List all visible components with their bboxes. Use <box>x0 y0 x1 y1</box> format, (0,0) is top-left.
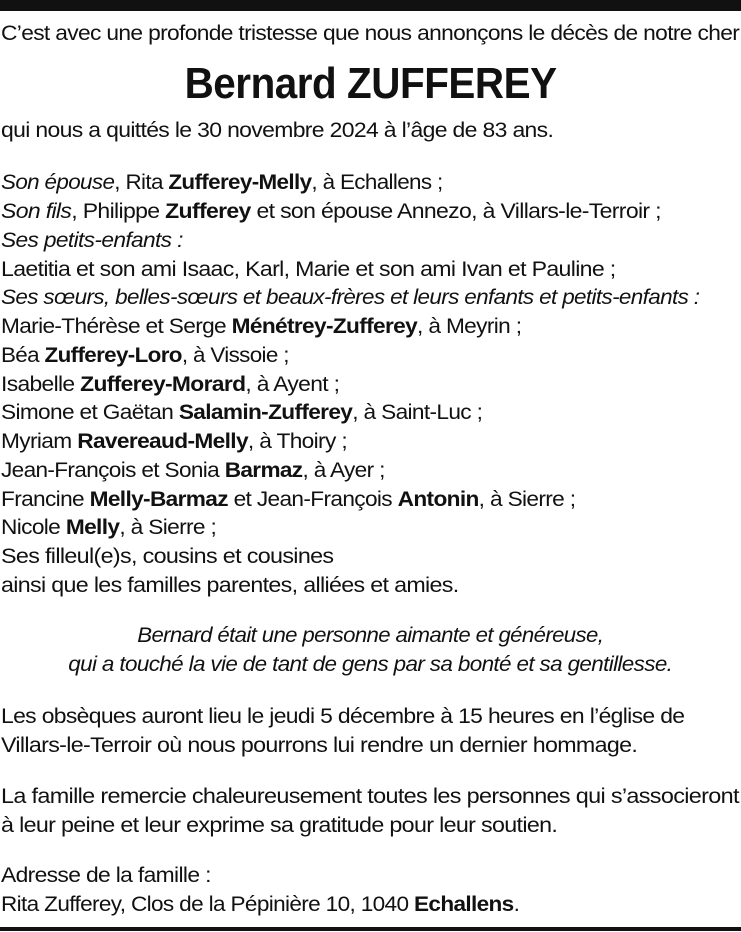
funeral-line-2: Villars-le-Terroir où nous pourrons lui rendre un dernier hommage. <box>1 734 638 757</box>
deceased-name: Bernard ZUFFEREY <box>184 59 557 108</box>
thanks-line-1: La famille remercie chaleureusement toutes les personnes qui s’associeront <box>1 785 739 808</box>
godchildren-line: Ses filleul(e)s, cousins et cousines <box>1 545 334 568</box>
bottom-rule <box>0 927 741 931</box>
sibling-line: Béa Zufferey-Loro, à Vissoie ; <box>1 344 289 367</box>
spouse-line: Son épouse, Rita Zufferey-Melly, à Echallens ; <box>1 171 443 194</box>
sibling-line: Nicole Melly, à Sierre ; <box>1 516 217 539</box>
grandchildren-heading: Ses petits-enfants : <box>1 229 183 252</box>
sibling-line: Francine Melly-Barmaz et Jean-François Antonin, à Sierre ; <box>1 488 576 511</box>
siblings-heading: Ses sœurs, belles-sœurs et beaux-frères et leurs enfants et petits-enfants : <box>1 286 700 309</box>
grandchildren-names: Laetitia et son ami Isaac, Karl, Marie et son ami Ivan et Pauline ; <box>1 258 616 281</box>
funeral-line-1: Les obsèques auront lieu le jeudi 5 décembre à 15 heures en l’église de <box>1 705 685 728</box>
top-rule <box>0 0 741 11</box>
tribute-line-1: Bernard était une personne aimante et généreuse, <box>137 624 604 647</box>
relatives-line: ainsi que les familles parentes, alliées et amies. <box>1 574 459 597</box>
sibling-line: Marie-Thérèse et Serge Ménétrey-Zufferey, à Meyrin ; <box>1 315 522 338</box>
sibling-line: Simone et Gaëtan Salamin-Zufferey, à Saint-Luc ; <box>1 401 483 424</box>
sibling-line: Myriam Ravereaud-Melly, à Thoiry ; <box>1 430 347 453</box>
thanks-line-2: à leur peine et leur exprime sa gratitude pour leur soutien. <box>1 814 558 837</box>
death-announcement: qui nous a quittés le 30 novembre 2024 à l’âge de 83 ans. <box>1 119 554 142</box>
sibling-line: Isabelle Zufferey-Morard, à Ayent ; <box>1 373 340 396</box>
sibling-line: Jean-François et Sonia Barmaz, à Ayer ; <box>1 459 385 482</box>
intro-text: C’est avec une profonde tristesse que nous annonçons le décès de notre cher <box>1 22 740 45</box>
tribute-line-2: qui a touché la vie de tant de gens par sa bonté et sa gentillesse. <box>68 653 673 676</box>
address-label: Adresse de la famille : <box>1 864 211 887</box>
address-line: Rita Zufferey, Clos de la Pépinière 10, 1040 Echallens. <box>1 893 520 916</box>
son-line: Son fils, Philippe Zufferey et son épouse Annezo, à Villars-le-Terroir ; <box>1 200 661 223</box>
